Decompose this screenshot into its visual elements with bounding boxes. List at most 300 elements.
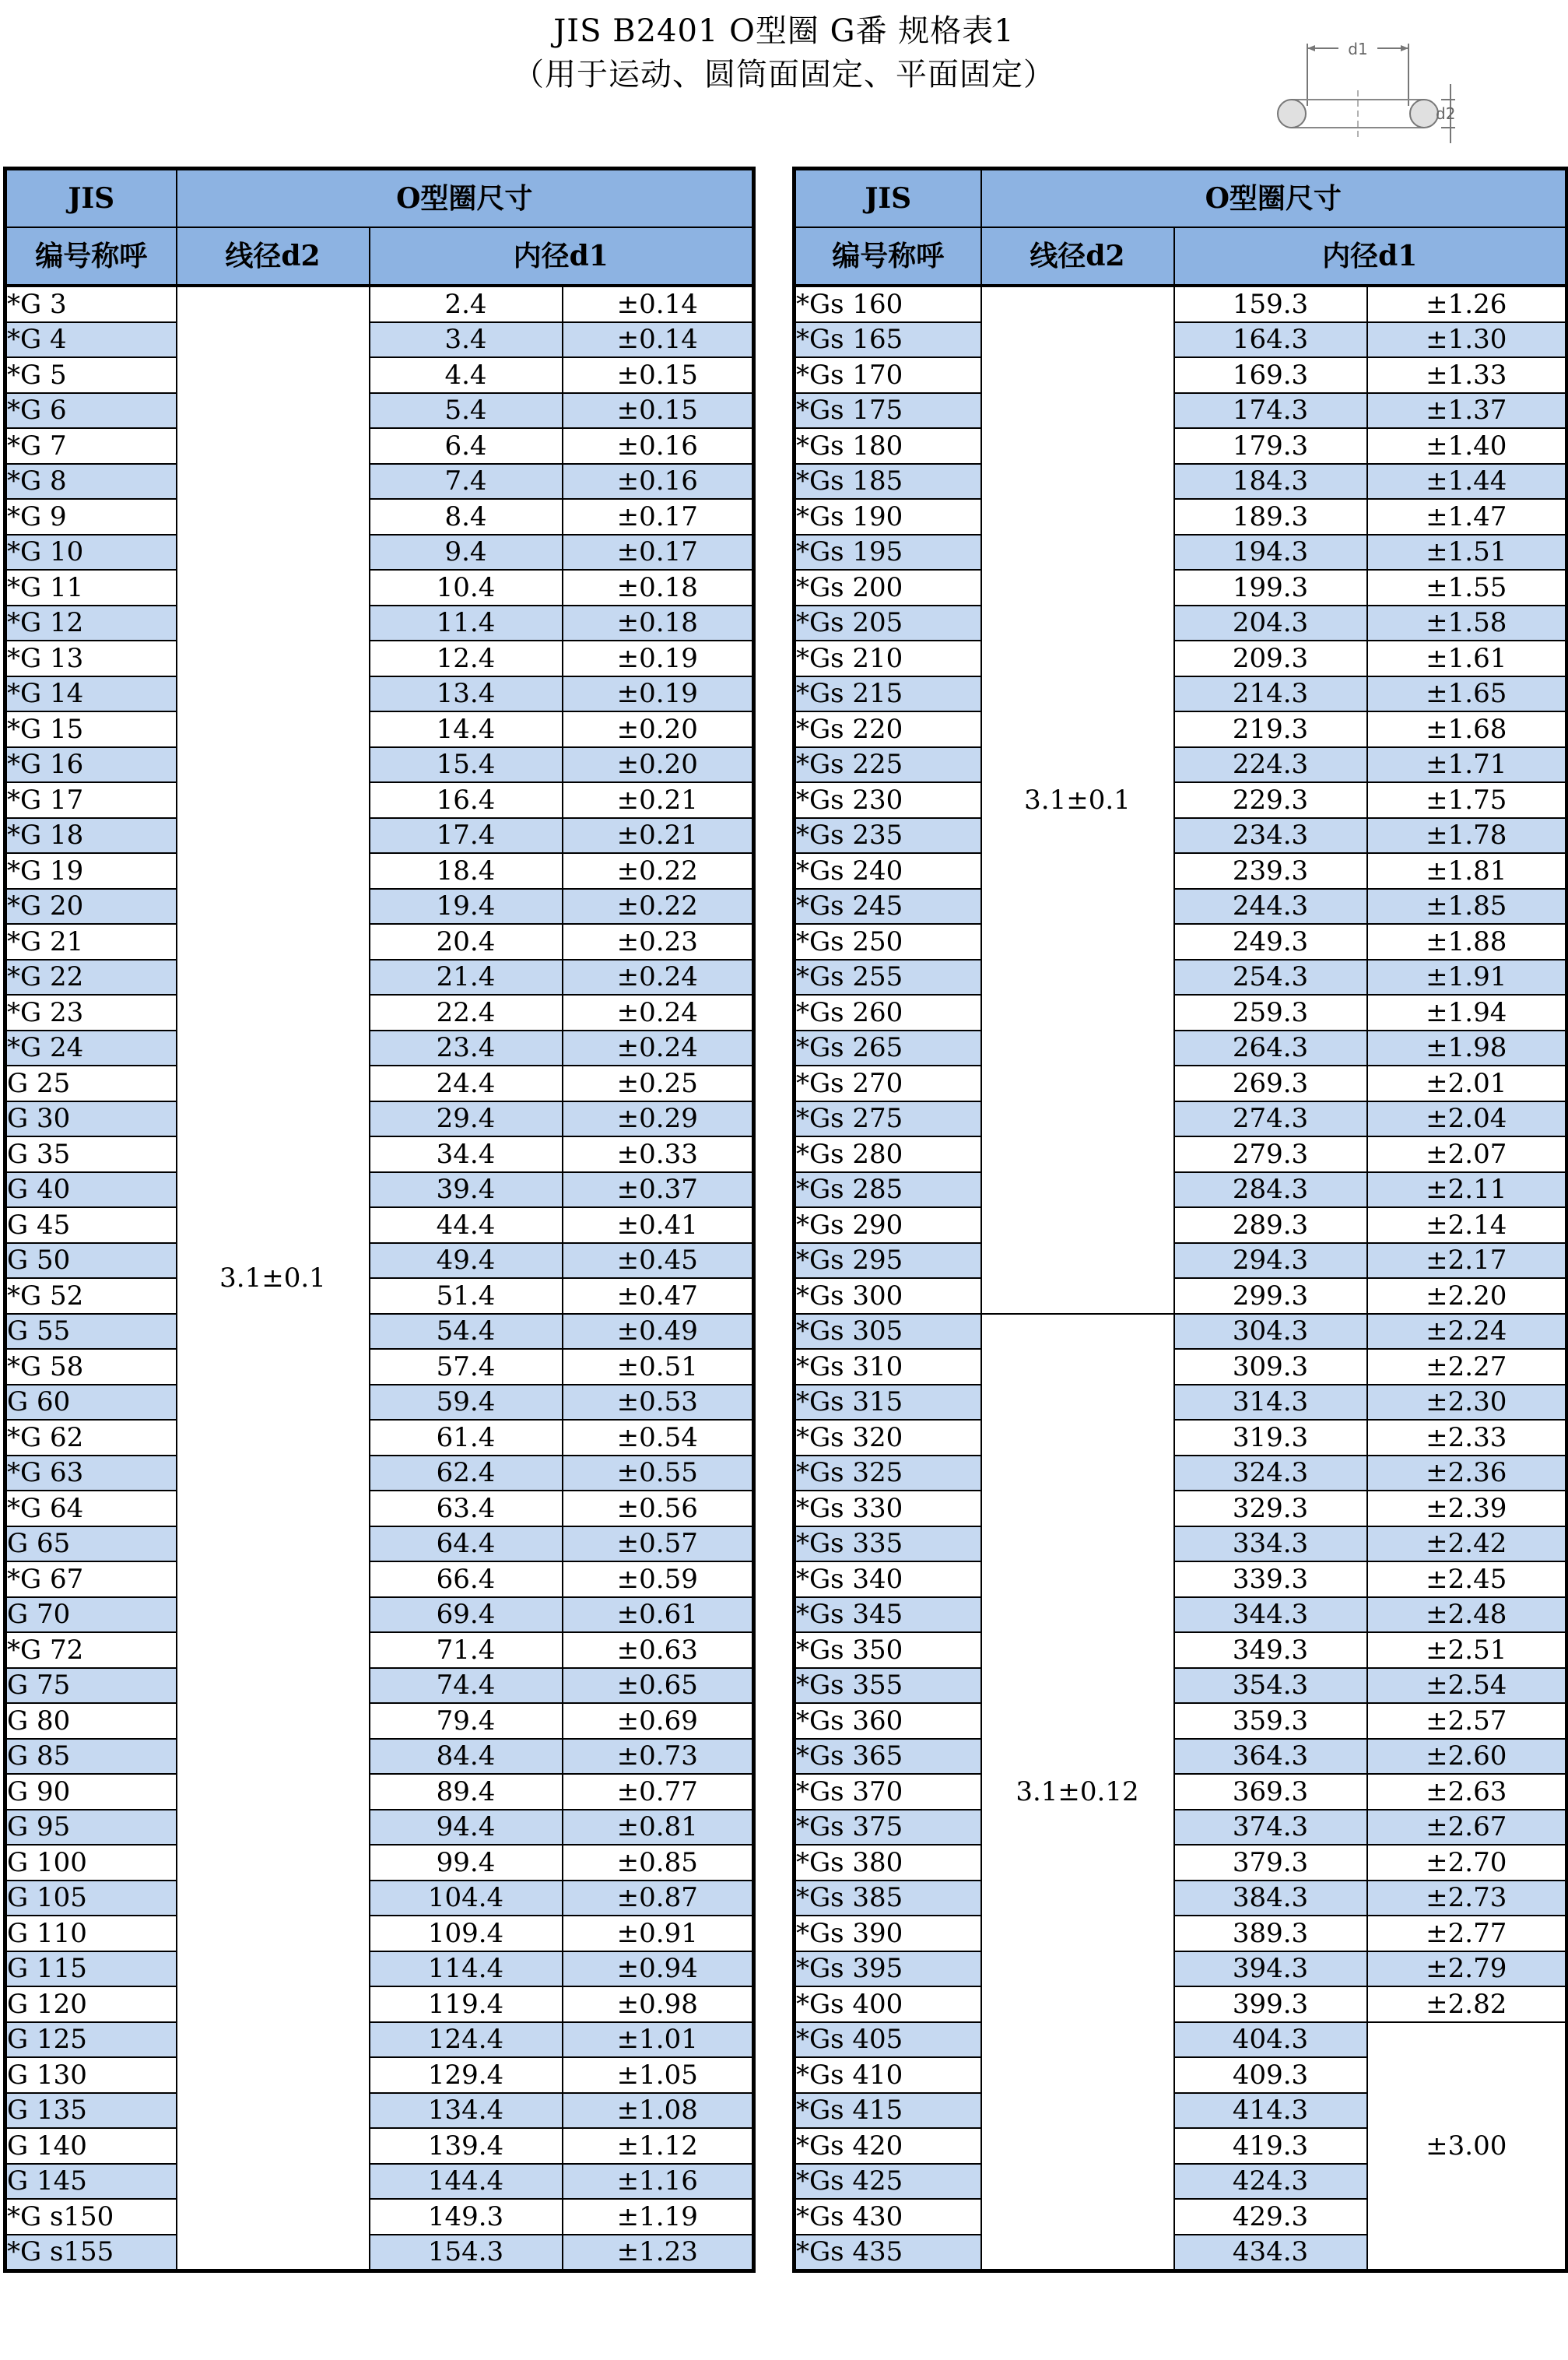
- table-row: [5, 1810, 754, 1846]
- code-cell: G 80: [5, 1703, 177, 1739]
- code-cell: *Gs 335: [795, 1526, 981, 1562]
- tolerance-cell: ±2.82: [1367, 1986, 1567, 2022]
- d1-cell: 249.3: [1174, 924, 1367, 960]
- table-row: [795, 995, 1567, 1031]
- table-row: [5, 1172, 754, 1208]
- code-cell: *G 14: [5, 676, 177, 712]
- code-cell: *G 64: [5, 1491, 177, 1526]
- d1-cell: 424.3: [1174, 2164, 1367, 2200]
- code-cell: *G 13: [5, 641, 177, 676]
- table-row: [795, 1739, 1567, 1775]
- tolerance-cell: ±1.01: [563, 2022, 754, 2058]
- table-row: [795, 1385, 1567, 1421]
- d1-cell: 339.3: [1174, 1561, 1367, 1597]
- table-row: [5, 1951, 754, 1987]
- d1-cell: 16.4: [370, 782, 563, 818]
- tolerance-cell: ±2.51: [1367, 1632, 1567, 1668]
- code-cell: *Gs 195: [795, 535, 981, 571]
- code-cell: *G 21: [5, 924, 177, 960]
- code-cell: *Gs 380: [795, 1845, 981, 1881]
- d1-cell: 234.3: [1174, 818, 1367, 854]
- d1-cell: 104.4: [370, 1881, 563, 1916]
- table-row: [795, 711, 1567, 747]
- code-cell: *G 52: [5, 1278, 177, 1314]
- d1-cell: 84.4: [370, 1739, 563, 1775]
- table-row: [795, 641, 1567, 676]
- code-cell: *Gs 180: [795, 428, 981, 464]
- table-row: [5, 393, 754, 429]
- table-row: [5, 1632, 754, 1668]
- tolerance-cell: ±2.30: [1367, 1385, 1567, 1421]
- code-cell: G 120: [5, 1986, 177, 2022]
- table-row: [795, 1703, 1567, 1739]
- table-row: [795, 1031, 1567, 1066]
- table-row: [5, 1703, 754, 1739]
- tolerance-cell: ±1.30: [1367, 322, 1567, 358]
- code-cell: G 135: [5, 2093, 177, 2129]
- d1-cell: 189.3: [1174, 499, 1367, 535]
- tolerance-cell: ±1.08: [563, 2093, 754, 2129]
- table-row: [795, 782, 1567, 818]
- code-cell: *G s150: [5, 2199, 177, 2235]
- tolerance-cell: ±0.49: [563, 1314, 754, 1350]
- d1-cell: 214.3: [1174, 676, 1367, 712]
- table-row: [5, 1420, 754, 1456]
- tolerance-cell: ±1.71: [1367, 747, 1567, 783]
- tolerance-cell: ±1.51: [1367, 535, 1567, 571]
- table-row: [5, 1456, 754, 1491]
- d1-cell: 114.4: [370, 1951, 563, 1987]
- code-cell: *Gs 325: [795, 1456, 981, 1491]
- code-cell: *Gs 390: [795, 1916, 981, 1951]
- tolerance-cell: ±0.73: [563, 1739, 754, 1775]
- tolerance-cell: ±0.61: [563, 1597, 754, 1633]
- code-cell: *Gs 410: [795, 2057, 981, 2093]
- code-cell: *Gs 375: [795, 1810, 981, 1846]
- d1-cell: 179.3: [1174, 428, 1367, 464]
- code-cell: *Gs 225: [795, 747, 981, 783]
- d1-cell: 59.4: [370, 1385, 563, 1421]
- code-cell: G 75: [5, 1668, 177, 1704]
- table-row: [795, 1986, 1567, 2022]
- code-cell: G 130: [5, 2057, 177, 2093]
- code-cell: *Gs 315: [795, 1385, 981, 1421]
- code-cell: *G 9: [5, 499, 177, 535]
- table-row: [795, 428, 1567, 464]
- d1-cell: 294.3: [1174, 1243, 1367, 1279]
- tolerance-cell: ±0.51: [563, 1349, 754, 1385]
- d1-cell: 399.3: [1174, 1986, 1367, 2022]
- code-header: 编号称呼: [5, 227, 177, 286]
- tolerance-cell: ±0.23: [563, 924, 754, 960]
- table-row: [5, 1066, 754, 1101]
- d1-cell: 63.4: [370, 1491, 563, 1526]
- code-cell: G 115: [5, 1951, 177, 1987]
- code-cell: *Gs 260: [795, 995, 981, 1031]
- d1-cell: 304.3: [1174, 1314, 1367, 1350]
- d1-cell: 7.4: [370, 464, 563, 500]
- code-cell: *G 24: [5, 1031, 177, 1066]
- tolerance-cell: ±2.42: [1367, 1526, 1567, 1562]
- table-row: [5, 711, 754, 747]
- d1-cell: 204.3: [1174, 606, 1367, 641]
- tolerance-cell: ±0.16: [563, 428, 754, 464]
- tolerance-cell: ±2.14: [1367, 1207, 1567, 1243]
- code-cell: *G 4: [5, 322, 177, 358]
- d1-cell: 6.4: [370, 428, 563, 464]
- table-row: [5, 1986, 754, 2022]
- d1-cell: 309.3: [1174, 1349, 1367, 1385]
- d1-cell: 66.4: [370, 1561, 563, 1597]
- code-cell: *Gs 420: [795, 2128, 981, 2164]
- tolerance-cell: ±0.24: [563, 960, 754, 996]
- table-row: [795, 499, 1567, 535]
- table-row: [795, 818, 1567, 854]
- code-cell: *Gs 280: [795, 1136, 981, 1172]
- d1-cell: 169.3: [1174, 357, 1367, 393]
- code-cell: *Gs 220: [795, 711, 981, 747]
- d1-cell: 21.4: [370, 960, 563, 996]
- code-cell: *Gs 240: [795, 853, 981, 889]
- tolerance-cell: ±2.63: [1367, 1774, 1567, 1810]
- d1-cell: 224.3: [1174, 747, 1367, 783]
- d1-cell: 12.4: [370, 641, 563, 676]
- jis-header: JIS: [5, 169, 177, 228]
- d1-cell: 124.4: [370, 2022, 563, 2058]
- d1-cell: 254.3: [1174, 960, 1367, 996]
- d1-cell: 24.4: [370, 1066, 563, 1101]
- code-cell: *Gs 425: [795, 2164, 981, 2200]
- code-cell: *Gs 235: [795, 818, 981, 854]
- tolerance-cell: ±1.16: [563, 2164, 754, 2200]
- tolerance-cell: ±0.98: [563, 1986, 754, 2022]
- d1-cell: 119.4: [370, 1986, 563, 2022]
- d1-cell: 44.4: [370, 1207, 563, 1243]
- table-row: [5, 570, 754, 606]
- tolerance-cell: ±0.15: [563, 393, 754, 429]
- d1-cell: 229.3: [1174, 782, 1367, 818]
- d1-cell: 199.3: [1174, 570, 1367, 606]
- table-row: [5, 322, 754, 358]
- table-row: [795, 853, 1567, 889]
- table-row: [795, 1526, 1567, 1562]
- d1-cell: 13.4: [370, 676, 563, 712]
- tolerance-cell: ±2.27: [1367, 1349, 1567, 1385]
- table-row: [5, 535, 754, 571]
- table-row: [795, 1207, 1567, 1243]
- table-row: [795, 1632, 1567, 1668]
- tolerance-cell: ±0.17: [563, 499, 754, 535]
- table-row: [5, 2022, 754, 2058]
- tolerance-cell: ±1.94: [1367, 995, 1567, 1031]
- table-row: [5, 1136, 754, 1172]
- tolerance-cell: ±2.20: [1367, 1278, 1567, 1314]
- d1-cell: 374.3: [1174, 1810, 1367, 1846]
- code-cell: G 70: [5, 1597, 177, 1633]
- d1-cell: 3.4: [370, 322, 563, 358]
- table-row: [5, 995, 754, 1031]
- code-cell: *Gs 350: [795, 1632, 981, 1668]
- table-row: [5, 1491, 754, 1526]
- table-row: [5, 1101, 754, 1137]
- d1-cell: 174.3: [1174, 393, 1367, 429]
- tolerance-cell: ±0.55: [563, 1456, 754, 1491]
- size-header: O型圈尺寸: [981, 169, 1567, 228]
- tolerance-cell: ±2.11: [1367, 1172, 1567, 1208]
- d1-cell: 264.3: [1174, 1031, 1367, 1066]
- code-cell: *Gs 285: [795, 1172, 981, 1208]
- d1-cell: 164.3: [1174, 322, 1367, 358]
- d1-cell: 194.3: [1174, 535, 1367, 571]
- code-cell: *Gs 355: [795, 1668, 981, 1704]
- code-cell: *Gs 400: [795, 1986, 981, 2022]
- tolerance-cell: ±0.54: [563, 1420, 754, 1456]
- d1-cell: 57.4: [370, 1349, 563, 1385]
- tolerance-cell: ±1.55: [1367, 570, 1567, 606]
- tolerance-cell: ±2.17: [1367, 1243, 1567, 1279]
- code-cell: *Gs 215: [795, 676, 981, 712]
- table-row: [795, 1278, 1567, 1314]
- code-cell: G 55: [5, 1314, 177, 1350]
- d1-cell: 394.3: [1174, 1951, 1367, 1987]
- tolerance-cell: ±1.05: [563, 2057, 754, 2093]
- d1-cell: 11.4: [370, 606, 563, 641]
- table-row: [795, 1561, 1567, 1597]
- table-row: [5, 464, 754, 500]
- d1-cell: 284.3: [1174, 1172, 1367, 1208]
- tolerance-cell: ±0.91: [563, 1916, 754, 1951]
- table-row: [795, 1845, 1567, 1881]
- d1-cell: 18.4: [370, 853, 563, 889]
- d1-label: d1: [1348, 40, 1368, 58]
- tolerance-cell: ±1.19: [563, 2199, 754, 2235]
- table-row: [795, 1066, 1567, 1101]
- d1-cell: 384.3: [1174, 1881, 1367, 1916]
- table-row: [795, 1136, 1567, 1172]
- code-cell: *Gs 205: [795, 606, 981, 641]
- table-row: [5, 428, 754, 464]
- tolerance-cell: ±0.16: [563, 464, 754, 500]
- table-row: [795, 1810, 1567, 1846]
- table-row: [795, 1420, 1567, 1456]
- tolerance-cell: ±1.98: [1367, 1031, 1567, 1066]
- d1-cell: 274.3: [1174, 1101, 1367, 1137]
- tolerance-cell: ±0.24: [563, 995, 754, 1031]
- tolerance-cell: ±0.22: [563, 853, 754, 889]
- d1-cell: 369.3: [1174, 1774, 1367, 1810]
- d1-cell: 344.3: [1174, 1597, 1367, 1633]
- tolerance-cell: ±0.94: [563, 1951, 754, 1987]
- tolerance-cell: ±0.21: [563, 782, 754, 818]
- tolerance-cell: ±2.73: [1367, 1881, 1567, 1916]
- tolerance-cell: ±0.57: [563, 1526, 754, 1562]
- tolerance-cell: ±0.81: [563, 1810, 754, 1846]
- d1-cell: 419.3: [1174, 2128, 1367, 2164]
- table-row: [5, 606, 754, 641]
- tolerance-cell: ±0.18: [563, 570, 754, 606]
- code-cell: *Gs 200: [795, 570, 981, 606]
- d1-cell: 139.4: [370, 2128, 563, 2164]
- code-cell: *G 67: [5, 1561, 177, 1597]
- tolerance-cell: ±0.24: [563, 1031, 754, 1066]
- table-row: [5, 2057, 754, 2093]
- code-cell: *Gs 345: [795, 1597, 981, 1633]
- d1-cell: 19.4: [370, 889, 563, 925]
- table-row: [795, 464, 1567, 500]
- d1-cell: 8.4: [370, 499, 563, 535]
- table-row: [5, 1597, 754, 1633]
- tolerance-cell: ±2.07: [1367, 1136, 1567, 1172]
- d1-cell: 414.3: [1174, 2093, 1367, 2129]
- d1-cell: 279.3: [1174, 1136, 1367, 1172]
- page-subtitle: （用于运动、圆筒面固定、平面固定）: [513, 57, 1055, 93]
- d1-cell: 184.3: [1174, 464, 1367, 500]
- table-row: [795, 960, 1567, 996]
- table-row: [5, 1207, 754, 1243]
- code-cell: G 125: [5, 2022, 177, 2058]
- table-row: [5, 1881, 754, 1916]
- tolerance-cell: ±0.14: [563, 322, 754, 358]
- code-cell: *Gs 395: [795, 1951, 981, 1987]
- table-row: [5, 2164, 754, 2200]
- table-row: [795, 286, 1567, 322]
- tolerance-cell: ±2.57: [1367, 1703, 1567, 1739]
- code-cell: G 110: [5, 1916, 177, 1951]
- tolerance-cell: ±1.37: [1367, 393, 1567, 429]
- d1-cell: 14.4: [370, 711, 563, 747]
- tolerance-cell: ±0.77: [563, 1774, 754, 1810]
- tolerance-cell: ±1.65: [1367, 676, 1567, 712]
- d1-cell: 299.3: [1174, 1278, 1367, 1314]
- table-row: [795, 1243, 1567, 1279]
- table-row: [5, 641, 754, 676]
- d1-cell: 134.4: [370, 2093, 563, 2129]
- table-row: [5, 499, 754, 535]
- d1-cell: 149.3: [370, 2199, 563, 2235]
- d1-cell: 5.4: [370, 393, 563, 429]
- code-cell: *G 8: [5, 464, 177, 500]
- code-cell: *G 63: [5, 1456, 177, 1491]
- d1-cell: 17.4: [370, 818, 563, 854]
- table-row: [5, 1526, 754, 1562]
- table-row: [795, 2022, 1567, 2058]
- table-row: [795, 1951, 1567, 1987]
- tolerance-cell: ±2.79: [1367, 1951, 1567, 1987]
- tolerance-cell: ±0.56: [563, 1491, 754, 1526]
- code-cell: *Gs 385: [795, 1881, 981, 1916]
- tolerance-cell: ±1.75: [1367, 782, 1567, 818]
- d1-cell: 314.3: [1174, 1385, 1367, 1421]
- d1-cell: 429.3: [1174, 2199, 1367, 2235]
- d1-cell: 219.3: [1174, 711, 1367, 747]
- tolerance-cell: ±0.19: [563, 641, 754, 676]
- d2-cell: 3.1±0.1: [981, 286, 1174, 1314]
- table-row: [5, 1349, 754, 1385]
- code-cell: *G 5: [5, 357, 177, 393]
- tolerance-cell: ±0.63: [563, 1632, 754, 1668]
- tolerance-cell: ±2.04: [1367, 1101, 1567, 1137]
- table-row: [5, 1774, 754, 1810]
- tolerance-cell: ±0.19: [563, 676, 754, 712]
- table-row: [795, 606, 1567, 641]
- code-cell: *Gs 170: [795, 357, 981, 393]
- table-row: [5, 357, 754, 393]
- table-row: [795, 322, 1567, 358]
- d1-cell: 4.4: [370, 357, 563, 393]
- code-cell: *G s155: [5, 2235, 177, 2271]
- code-cell: G 45: [5, 1207, 177, 1243]
- tolerance-cell: ±0.17: [563, 535, 754, 571]
- d1-cell: 409.3: [1174, 2057, 1367, 2093]
- table-row: [5, 818, 754, 854]
- code-cell: *G 11: [5, 570, 177, 606]
- code-cell: *Gs 190: [795, 499, 981, 535]
- tolerance-cell: ±1.58: [1367, 606, 1567, 641]
- d1-cell: 2.4: [370, 286, 563, 322]
- table-row: [795, 676, 1567, 712]
- d1-cell: 259.3: [1174, 995, 1367, 1031]
- d1-cell: 154.3: [370, 2235, 563, 2271]
- table-row: [5, 747, 754, 783]
- table-row: [795, 1349, 1567, 1385]
- d1-cell: 324.3: [1174, 1456, 1367, 1491]
- code-cell: *Gs 290: [795, 1207, 981, 1243]
- d1-cell: 244.3: [1174, 889, 1367, 925]
- code-cell: *G 23: [5, 995, 177, 1031]
- d1-cell: 349.3: [1174, 1632, 1367, 1668]
- code-cell: G 25: [5, 1066, 177, 1101]
- tolerance-cell: ±2.39: [1367, 1491, 1567, 1526]
- page-title: JIS B2401 O型圈 G番 规格表1: [553, 13, 1015, 49]
- code-cell: *G 3: [5, 286, 177, 322]
- table-row: [795, 1916, 1567, 1951]
- tolerance-cell: ±0.69: [563, 1703, 754, 1739]
- d1-cell: 62.4: [370, 1456, 563, 1491]
- table-row: [5, 2235, 754, 2271]
- tolerance-cell: ±1.85: [1367, 889, 1567, 925]
- d1-cell: 329.3: [1174, 1491, 1367, 1526]
- code-header: 编号称呼: [795, 227, 981, 286]
- code-cell: *G 17: [5, 782, 177, 818]
- d1-cell: 54.4: [370, 1314, 563, 1350]
- table-row: [795, 1456, 1567, 1491]
- table-row: [795, 1314, 1567, 1350]
- spec-table-right: [792, 167, 1568, 2273]
- code-cell: *G 22: [5, 960, 177, 996]
- code-cell: *Gs 175: [795, 393, 981, 429]
- d1-cell: 109.4: [370, 1916, 563, 1951]
- tolerance-cell: ±0.37: [563, 1172, 754, 1208]
- code-cell: *Gs 370: [795, 1774, 981, 1810]
- code-cell: *Gs 185: [795, 464, 981, 500]
- tolerance-cell: ±0.59: [563, 1561, 754, 1597]
- code-cell: G 60: [5, 1385, 177, 1421]
- code-cell: *Gs 210: [795, 641, 981, 676]
- d1-cell: 159.3: [1174, 286, 1367, 322]
- d1-cell: 99.4: [370, 1845, 563, 1881]
- d1-header: 内径d1: [1174, 227, 1567, 286]
- code-cell: *Gs 275: [795, 1101, 981, 1137]
- tolerance-cell: ±0.87: [563, 1881, 754, 1916]
- jis-header: JIS: [795, 169, 981, 228]
- code-cell: *Gs 310: [795, 1349, 981, 1385]
- d1-cell: 404.3: [1174, 2022, 1367, 2058]
- tolerance-cell: ±2.24: [1367, 1314, 1567, 1350]
- code-cell: *G 16: [5, 747, 177, 783]
- table-row: [5, 1314, 754, 1350]
- code-cell: G 100: [5, 1845, 177, 1881]
- code-cell: *G 7: [5, 428, 177, 464]
